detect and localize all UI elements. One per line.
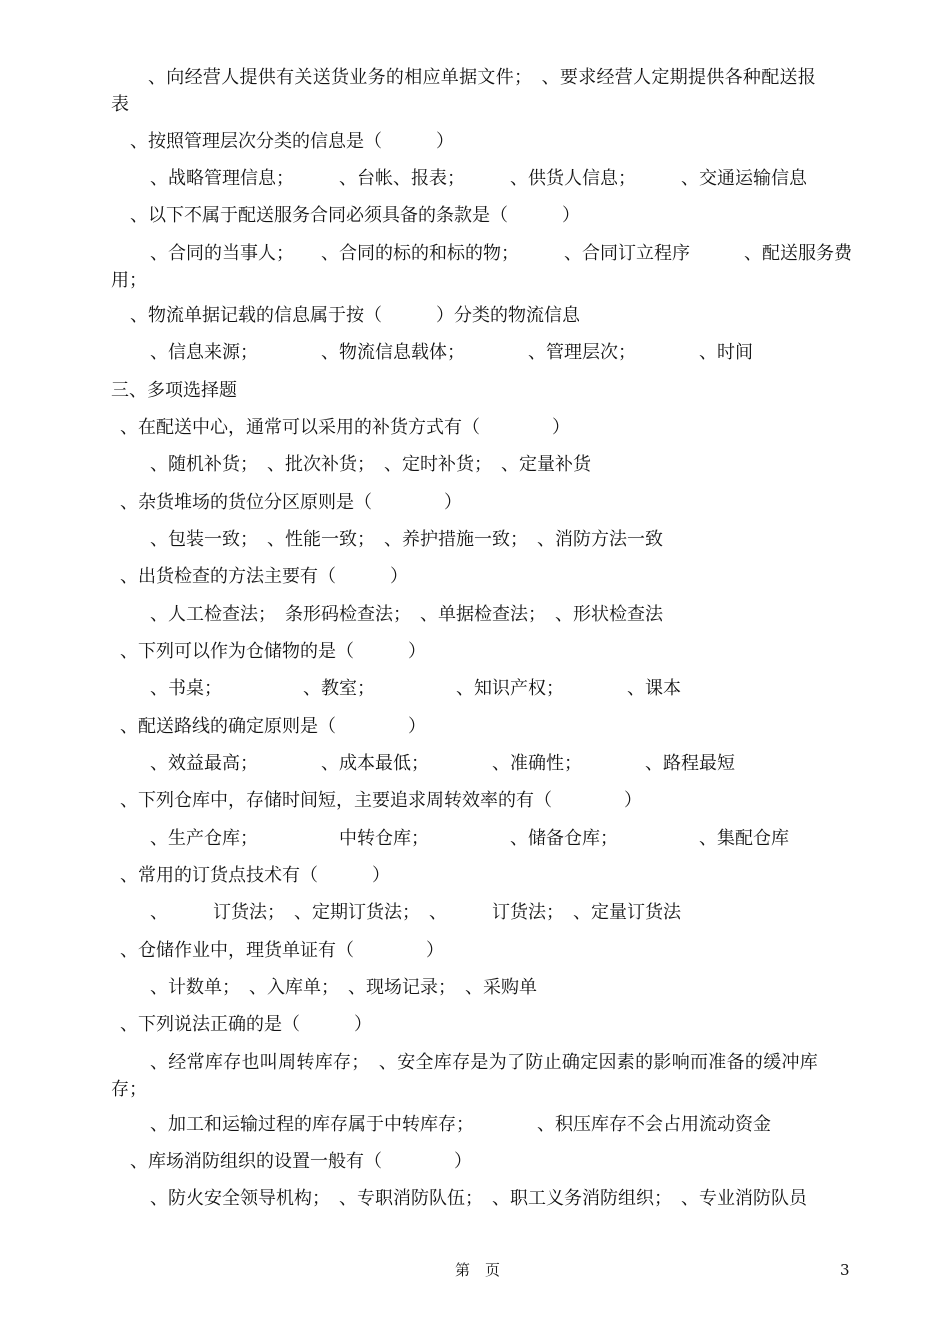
question-line: 、库场消防组织的设置一般有（ ） xyxy=(130,1151,472,1172)
text-line: 、按照管理层次分类的信息是（ ） xyxy=(130,131,454,152)
option-line: 、包装一致； 、性能一致； 、养护措施一致； 、消防方法一致 xyxy=(150,529,663,550)
question-line: 、杂货堆场的货位分区原则是（ ） xyxy=(120,492,462,513)
text-line: 表 xyxy=(111,94,129,115)
question-line: 、下列仓库中，存储时间短，主要追求周转效率的有（ ） xyxy=(120,790,642,811)
section-heading: 三、多项选择题 xyxy=(111,380,237,401)
option-line: 存； xyxy=(111,1079,147,1100)
text-line: 、以下不属于配送服务合同必须具备的条款是（ ） xyxy=(130,205,580,226)
page-number: 3 xyxy=(840,1261,850,1279)
option-line: 、防火安全领导机构； 、专职消防队伍； 、职工义务消防组织； 、专业消防队员 xyxy=(150,1188,807,1209)
option-line: 、 订货法； 、定期订货法； 、 订货法； 、定量订货法 xyxy=(150,902,681,923)
question-line: 、常用的订货点技术有（ ） xyxy=(120,865,390,886)
option-line: 、书桌； 、教室； 、知识产权； 、课本 xyxy=(150,678,681,699)
option-line: 、计数单； 、入库单； 、现场记录； 、采购单 xyxy=(150,977,537,998)
text-line: 、战略管理信息； 、台帐、报表； 、供货人信息； 、交通运输信息 xyxy=(150,168,807,189)
question-line: 、出货检查的方法主要有（ ） xyxy=(120,566,408,587)
text-line: 、物流单据记载的信息属于按（ ）分类的物流信息 xyxy=(130,305,580,326)
option-line: 、生产仓库； 中转仓库； 、储备仓库； 、集配仓库 xyxy=(150,828,789,849)
text-line: 、信息来源； 、物流信息载体； 、管理层次； 、时间 xyxy=(150,342,753,363)
option-line: 、人工检查法； 条形码检查法； 、单据检查法； 、形状检查法 xyxy=(150,604,663,625)
question-line: 、仓储作业中，理货单证有（ ） xyxy=(120,940,444,961)
text-line: 用； xyxy=(111,270,147,291)
question-line: 、下列可以作为仓储物的是（ ） xyxy=(120,641,426,662)
question-line: 、下列说法正确的是（ ） xyxy=(120,1014,372,1035)
text-line: 、向经营人提供有关送货业务的相应单据文件； 、要求经营人定期提供各种配送报 xyxy=(148,67,817,88)
option-line: 、经常库存也叫周转库存； 、安全库存是为了防止确定因素的影响而准备的缓冲库 xyxy=(150,1052,819,1073)
text-line: 、合同的当事人； 、合同的标的和标的物； 、合同订立程序 、配送服务费 xyxy=(150,243,852,264)
footer-label-right: 页 xyxy=(485,1261,501,1279)
footer-label-left: 第 xyxy=(455,1261,471,1279)
option-line: 、效益最高； 、成本最低； 、准确性； 、路程最短 xyxy=(150,753,735,774)
option-line: 、加工和运输过程的库存属于中转库存； 、积压库存不会占用流动资金 xyxy=(150,1114,771,1135)
option-line: 、随机补货； 、批次补货； 、定时补货； 、定量补货 xyxy=(150,454,591,475)
question-line: 、在配送中心，通常可以采用的补货方式有（ ） xyxy=(120,417,570,438)
question-line: 、配送路线的确定原则是（ ） xyxy=(120,716,426,737)
